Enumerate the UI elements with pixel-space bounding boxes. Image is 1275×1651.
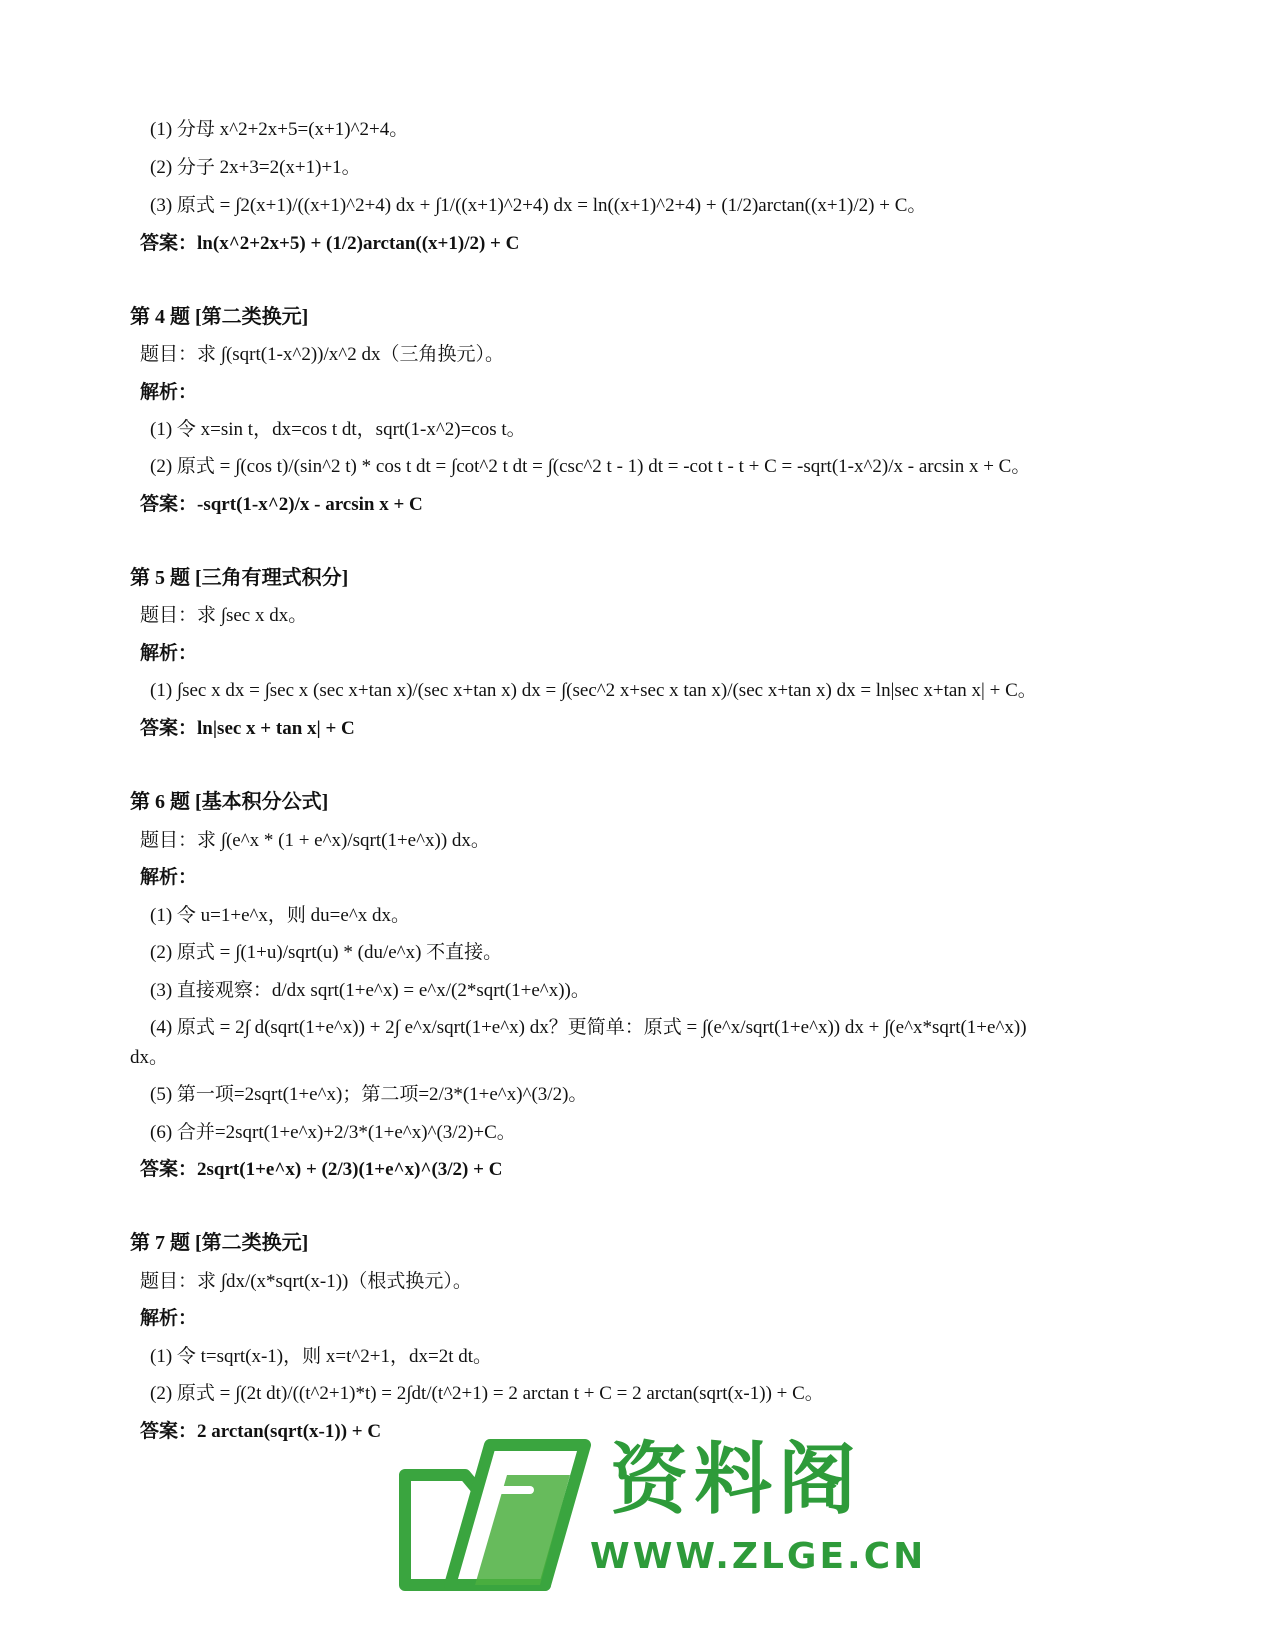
watermark-url: WWW.ZLGE.CN <box>590 1536 927 1577</box>
q5-answer <box>140 717 355 741</box>
q4-answer <box>140 493 423 517</box>
q4-analysis-label: 解析： <box>140 382 198 403</box>
q5-heading: 第 5 题 [三角有理式积分] <box>130 567 349 589</box>
q6-heading: 第 6 题 [基本积分公式] <box>130 791 329 813</box>
answer-label: 答案： <box>140 1421 198 1442</box>
answer-value: 2 arctan(sqrt(x-1)) + C <box>197 1421 382 1442</box>
q6-step-3: (3) 直接观察：d/dx sqrt(1+e^x) = e^x/(2*sqrt(1+e^x))。 <box>150 980 590 1001</box>
q4-heading: 第 4 题 [第二类换元] <box>130 306 309 328</box>
q6-problem: 题目：求 ∫(e^x * (1 + e^x)/sqrt(1+e^x)) dx。 <box>140 830 490 851</box>
answer-label: 答案： <box>140 494 198 515</box>
q7-step-2: (2) 原式 = ∫(2t dt)/((t^2+1)*t) = 2∫dt/(t^2+1) = 2 arctan t + C = 2 arctan(sqrt(x-1)) + C。 <box>150 1383 824 1404</box>
watermark-logo <box>395 1435 927 1600</box>
answer-value: ln|sec x + tan x| + C <box>197 718 355 739</box>
q6-step-6: (6) 合并=2sqrt(1+e^x)+2/3*(1+e^x)^(3/2)+C。 <box>150 1122 516 1143</box>
answer-value: 2sqrt(1+e^x) + (2/3)(1+e^x)^(3/2) + C <box>197 1159 503 1180</box>
q6-step-4: (4) 原式 = 2∫ d(sqrt(1+e^x)) + 2∫ e^x/sqrt(1+e^x) dx？更简单：原式 = ∫(e^x/sqrt(1+e^x)) dx + ∫(e^x*sqrt(1+e^x)) <box>150 1017 1027 1038</box>
watermark-name: 资料阁 <box>610 1435 863 1525</box>
answer-label: 答案： <box>140 233 198 254</box>
q6-analysis-label: 解析： <box>140 867 198 888</box>
q5-analysis-label: 解析： <box>140 643 198 664</box>
q3-step-1: (1) 分母 x^2+2x+5=(x+1)^2+4。 <box>150 119 409 140</box>
q3-step-3: (3) 原式 = ∫2(x+1)/((x+1)^2+4) dx + ∫1/((x+1)^2+4) dx = ln((x+1)^2+4) + (1/2)arctan((x+1)/2) + C。 <box>150 195 927 216</box>
q5-problem: 题目：求 ∫sec x dx。 <box>140 605 308 626</box>
answer-value: -sqrt(1-x^2)/x - arcsin x + C <box>197 494 423 515</box>
q7-step-1: (1) 令 t=sqrt(x-1)，则 x=t^2+1，dx=2t dt。 <box>150 1346 493 1367</box>
q7-heading: 第 7 题 [第二类换元] <box>130 1232 309 1254</box>
q6-answer <box>140 1158 502 1182</box>
q6-step-1: (1) 令 u=1+e^x，则 du=e^x dx。 <box>150 905 410 926</box>
q6-step-2: (2) 原式 = ∫(1+u)/sqrt(u) * (du/e^x) 不直接。 <box>150 942 503 963</box>
q3-step-2: (2) 分子 2x+3=2(x+1)+1。 <box>150 157 361 178</box>
q7-analysis-label: 解析： <box>140 1308 198 1329</box>
q7-answer <box>140 1420 381 1444</box>
q4-problem: 题目：求 ∫(sqrt(1-x^2))/x^2 dx（三角换元）。 <box>140 344 504 365</box>
q6-step-5: (5) 第一项=2sqrt(1+e^x)；第二项=2/3*(1+e^x)^(3/2)。 <box>150 1084 588 1105</box>
answer-label: 答案： <box>140 1159 198 1180</box>
q4-step-2: (2) 原式 = ∫(cos t)/(sin^2 t) * cos t dt = ∫cot^2 t dt = ∫(csc^2 t - 1) dt = -cot t - t + C = -sqrt(1-x^2)/x - arcsin x + C。 <box>150 456 1031 477</box>
answer-value: ln(x^2+2x+5) + (1/2)arctan((x+1)/2) + C <box>197 233 520 254</box>
book-folder-icon <box>395 1435 605 1600</box>
answer-label: 答案： <box>140 718 198 739</box>
q7-problem: 题目：求 ∫dx/(x*sqrt(x-1))（根式换元）。 <box>140 1271 472 1292</box>
q6-step-4-continued: dx。 <box>130 1047 169 1068</box>
q5-step-1: (1) ∫sec x dx = ∫sec x (sec x+tan x)/(sec x+tan x) dx = ∫(sec^2 x+sec x tan x)/(sec x+tan x) dx = ln|sec x+tan x| + C。 <box>150 680 1037 701</box>
q4-step-1: (1) 令 x=sin t，dx=cos t dt，sqrt(1-x^2)=cos t。 <box>150 419 526 440</box>
q3-answer <box>140 232 519 256</box>
